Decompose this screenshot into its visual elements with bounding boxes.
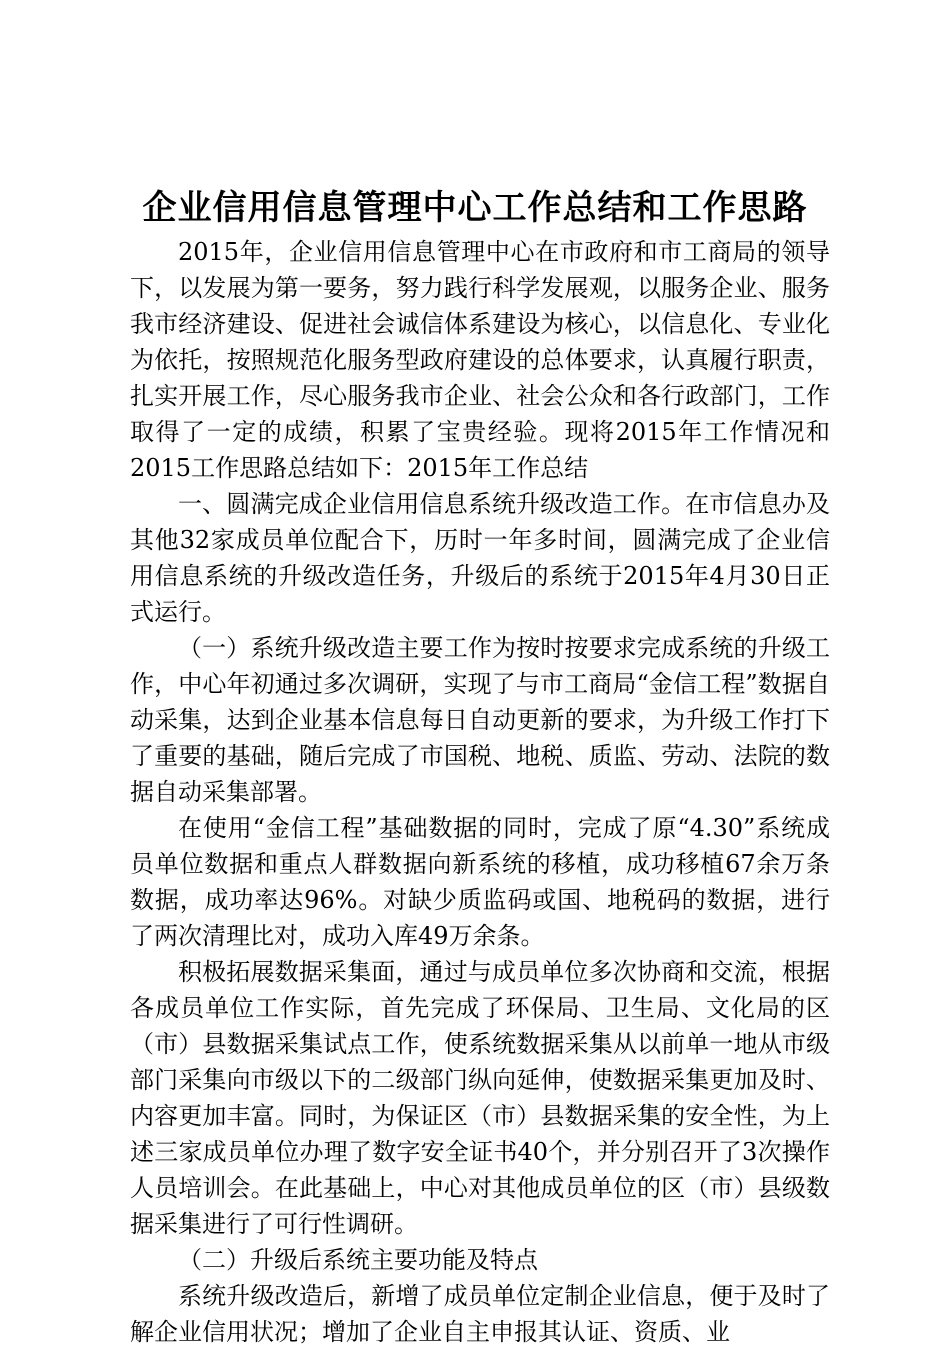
paragraph-section-1: 一、圆满完成企业信用信息系统升级改造工作。在市信息办及其他32家成员单位配合下，历时一年多时间，圆满完成了企业信用信息系统的升级改造任务，升级后的系统于2015年4月30日正式运行。	[130, 490, 830, 626]
paragraph-subsection-1: （一）系统升级改造主要工作为按时按要求完成系统的升级工作，中心年初通过多次调研，实现了与市工商局“金信工程”数据自动采集，达到企业基本信息每日自动更新的要求，为升级工作打下了重要的基础，随后完成了市国税、地税、质监、劳动、法院的数据自动采集部署。	[130, 634, 830, 806]
paragraph-system-features: 系统升级改造后，新增了成员单位定制企业信息，便于及时了解企业信用状况；增加了企业自主申报其认证、资质、业	[130, 1282, 830, 1346]
paragraph-subsection-2-heading: （二）升级后系统主要功能及特点	[178, 1246, 538, 1274]
document-body	[130, 234, 830, 1350]
document-title: 企业信用信息管理中心工作总结和工作思路	[142, 188, 808, 228]
paragraph-data-collection: 积极拓展数据采集面，通过与成员单位多次协商和交流，根据各成员单位工作实际，首先完成了环保局、卫生局、文化局的区（市）县数据采集试点工作，使系统数据采集从以前单一地从市级部门采集向市级以下的二级部门纵向延伸，使数据采集更加及时、内容更加丰富。同时，为保证区（市）县数据采集的安全性，为上述三家成员单位办理了数字安全证书40个，并分别召开了3次操作人员培训会。在此基础上，中心对其他成员单位的区（市）县级数据采集进行了可行性调研。	[130, 958, 830, 1238]
paragraph-intro: 2015年，企业信用信息管理中心在市政府和市工商局的领导下，以发展为第一要务，努力践行科学发展观，以服务企业、服务我市经济建设、促进社会诚信体系建设为核心，以信息化、专业化为依托，按照规范化服务型政府建设的总体要求，认真履行职责，扎实开展工作，尽心服务我市企业、社会公众和各行政部门，工作取得了一定的成绩，积累了宝贵经验。现将2015年工作情况和2015工作思路总结如下：2015年工作总结	[130, 238, 830, 482]
paragraph-data-migration: 在使用“金信工程”基础数据的同时，完成了原“4.30”系统成员单位数据和重点人群数据向新系统的移植，成功移植67余万条数据，成功率达96%。对缺少质监码或国、地税码的数据，进行了两次清理比对，成功入库49万余条。	[130, 814, 830, 950]
